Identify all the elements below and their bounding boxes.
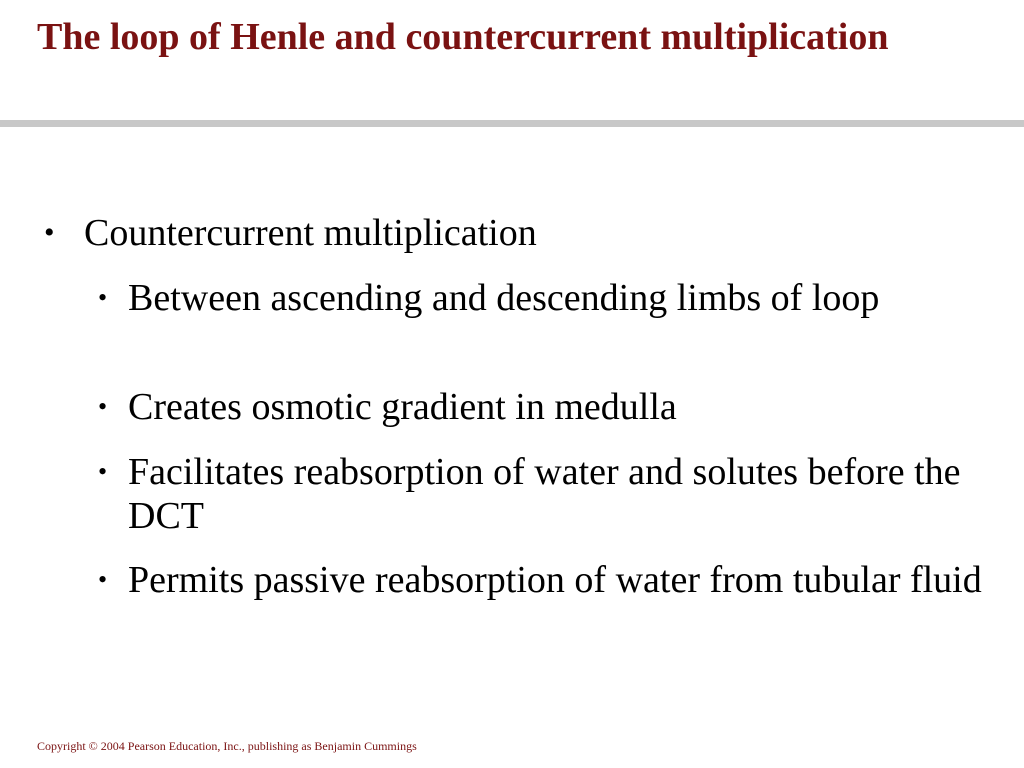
bullet-item-countercurrent-multiplication — [44, 211, 984, 255]
slide-title: The loop of Henle and countercurrent multiplication — [37, 16, 889, 58]
sub-bullet-item-passive-reabsorption — [98, 558, 998, 602]
copyright-footer: Copyright © 2004 Pearson Education, Inc., publishing as Benjamin Cummings — [37, 739, 417, 753]
sub-bullet-marker: • — [98, 457, 108, 486]
sub-bullet-marker: • — [98, 565, 108, 594]
sub-bullet-text: Between ascending and descending limbs of loop — [128, 277, 880, 319]
bullet-text: Countercurrent multiplication — [84, 212, 537, 254]
sub-bullet-item-osmotic-gradient — [98, 385, 998, 429]
sub-bullet-marker: • — [98, 283, 108, 312]
sub-bullet-marker: • — [98, 392, 108, 421]
sub-bullet-item-reabsorption — [98, 450, 998, 538]
bullet-marker: • — [44, 216, 55, 249]
sub-bullet-item-limbs — [98, 276, 998, 320]
sub-bullet-text: Creates osmotic gradient in medulla — [128, 386, 677, 428]
sub-bullet-text: Permits passive reabsorption of water from tubular fluid — [128, 559, 982, 601]
sub-bullet-text: Facilitates reabsorption of water and solutes before the DCT — [128, 451, 961, 537]
